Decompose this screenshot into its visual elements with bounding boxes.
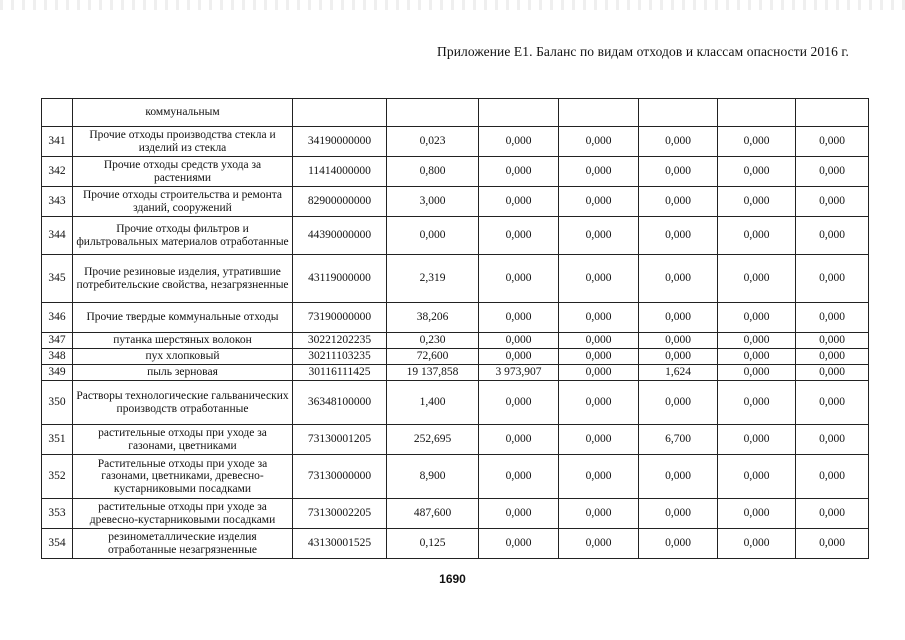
value-cell: 0,000 <box>796 217 869 255</box>
code-cell: 30211103235 <box>293 349 387 365</box>
value-cell <box>718 99 796 127</box>
waste-name-cell: Прочие отходы производства стекла и изделий из стекла <box>73 127 293 157</box>
row-number-cell: 341 <box>42 127 73 157</box>
page-title: Приложение Е1. Баланс по видам отходов и классам опасности 2016 г. <box>437 44 849 59</box>
value-cell: 0,000 <box>718 529 796 559</box>
row-number-cell: 342 <box>42 157 73 187</box>
value-cell: 0,000 <box>559 127 639 157</box>
value-cell: 0,000 <box>639 217 718 255</box>
value-cell: 0,000 <box>559 217 639 255</box>
row-number-cell: 353 <box>42 499 73 529</box>
value-cell: 0,000 <box>559 157 639 187</box>
value-cell <box>639 99 718 127</box>
value-cell: 0,000 <box>639 349 718 365</box>
value-cell: 0,000 <box>559 529 639 559</box>
value-cell: 0,000 <box>718 303 796 333</box>
value-cell: 0,023 <box>387 127 479 157</box>
value-cell: 0,000 <box>479 455 559 499</box>
code-cell: 73130000000 <box>293 455 387 499</box>
row-number-cell: 349 <box>42 365 73 381</box>
waste-name-cell: растительные отходы при уходе за древесно-кустарниковыми посадками <box>73 499 293 529</box>
value-cell: 0,000 <box>639 157 718 187</box>
value-cell <box>796 99 869 127</box>
table-row <box>42 127 869 157</box>
waste-name-cell: Прочие отходы средств ухода за растениями <box>73 157 293 187</box>
value-cell: 0,000 <box>559 349 639 365</box>
value-cell: 0,000 <box>718 499 796 529</box>
value-cell: 19 137,858 <box>387 365 479 381</box>
code-cell: 44390000000 <box>293 217 387 255</box>
table-row <box>42 187 869 217</box>
value-cell <box>559 99 639 127</box>
row-number-cell: 345 <box>42 255 73 303</box>
value-cell: 0,125 <box>387 529 479 559</box>
value-cell: 0,000 <box>479 333 559 349</box>
value-cell: 0,000 <box>718 157 796 187</box>
code-cell: 82900000000 <box>293 187 387 217</box>
value-cell: 0,000 <box>718 365 796 381</box>
table-row <box>42 217 869 255</box>
value-cell: 8,900 <box>387 455 479 499</box>
value-cell: 0,000 <box>796 365 869 381</box>
value-cell: 0,000 <box>796 425 869 455</box>
waste-name-cell: растительные отходы при уходе за газонами, цветниками <box>73 425 293 455</box>
waste-name-cell: Растительные отходы при уходе за газонами, цветниками, древесно-кустарниковыми посадками <box>73 455 293 499</box>
table-row <box>42 425 869 455</box>
value-cell: 0,000 <box>387 217 479 255</box>
value-cell: 0,800 <box>387 157 479 187</box>
value-cell: 0,000 <box>479 217 559 255</box>
table-row <box>42 333 869 349</box>
value-cell: 0,230 <box>387 333 479 349</box>
table-row <box>42 529 869 559</box>
value-cell <box>387 99 479 127</box>
value-cell: 0,000 <box>796 255 869 303</box>
value-cell: 0,000 <box>559 333 639 349</box>
value-cell: 0,000 <box>559 455 639 499</box>
value-cell: 0,000 <box>559 381 639 425</box>
value-cell: 0,000 <box>639 529 718 559</box>
scan-edge-artifact <box>0 0 905 10</box>
waste-name-cell: пух хлопковый <box>73 349 293 365</box>
value-cell: 0,000 <box>479 381 559 425</box>
value-cell: 0,000 <box>718 455 796 499</box>
row-number-cell: 343 <box>42 187 73 217</box>
value-cell: 0,000 <box>718 381 796 425</box>
code-cell: 73190000000 <box>293 303 387 333</box>
value-cell: 0,000 <box>559 255 639 303</box>
table-row <box>42 455 869 499</box>
code-cell: 73130001205 <box>293 425 387 455</box>
value-cell: 0,000 <box>479 127 559 157</box>
code-cell: 43130001525 <box>293 529 387 559</box>
value-cell: 0,000 <box>796 127 869 157</box>
value-cell: 0,000 <box>718 425 796 455</box>
value-cell: 0,000 <box>479 529 559 559</box>
row-number-cell: 352 <box>42 455 73 499</box>
value-cell: 0,000 <box>796 333 869 349</box>
table-row <box>42 499 869 529</box>
value-cell: 0,000 <box>639 333 718 349</box>
waste-name-cell: путанка шерстяных волокон <box>73 333 293 349</box>
value-cell: 0,000 <box>718 217 796 255</box>
value-cell: 0,000 <box>718 127 796 157</box>
value-cell: 0,000 <box>796 381 869 425</box>
page-number: 1690 <box>439 572 466 586</box>
waste-name-cell: Прочие отходы фильтров и фильтровальных материалов отработанные <box>73 217 293 255</box>
value-cell: 6,700 <box>639 425 718 455</box>
value-cell <box>479 99 559 127</box>
value-cell: 0,000 <box>796 303 869 333</box>
waste-name-cell: коммунальным <box>73 99 293 127</box>
value-cell: 0,000 <box>639 455 718 499</box>
code-cell: 11414000000 <box>293 157 387 187</box>
value-cell: 0,000 <box>796 529 869 559</box>
value-cell: 38,206 <box>387 303 479 333</box>
waste-name-cell: Прочие отходы строительства и ремонта зданий, сооружений <box>73 187 293 217</box>
table-row-continuation <box>42 99 869 127</box>
value-cell: 0,000 <box>796 499 869 529</box>
waste-name-cell: пыль зерновая <box>73 365 293 381</box>
value-cell: 0,000 <box>718 333 796 349</box>
row-number-cell: 348 <box>42 349 73 365</box>
value-cell: 0,000 <box>639 255 718 303</box>
table-row <box>42 349 869 365</box>
table-row <box>42 303 869 333</box>
value-cell: 0,000 <box>479 187 559 217</box>
value-cell: 3 973,907 <box>479 365 559 381</box>
value-cell: 0,000 <box>479 499 559 529</box>
value-cell: 252,695 <box>387 425 479 455</box>
value-cell: 0,000 <box>639 127 718 157</box>
value-cell: 0,000 <box>479 425 559 455</box>
value-cell: 0,000 <box>718 187 796 217</box>
row-number-cell: 350 <box>42 381 73 425</box>
code-cell: 36348100000 <box>293 381 387 425</box>
value-cell: 0,000 <box>639 187 718 217</box>
row-number-cell: 346 <box>42 303 73 333</box>
waste-name-cell: Прочие резиновые изделия, утратившие потребительские свойства, незагрязненные <box>73 255 293 303</box>
value-cell: 0,000 <box>796 187 869 217</box>
value-cell: 0,000 <box>718 349 796 365</box>
waste-balance-table <box>41 98 869 559</box>
value-cell: 0,000 <box>639 381 718 425</box>
value-cell: 0,000 <box>479 349 559 365</box>
value-cell: 0,000 <box>559 425 639 455</box>
row-number-cell: 351 <box>42 425 73 455</box>
code-cell: 43119000000 <box>293 255 387 303</box>
value-cell: 0,000 <box>559 303 639 333</box>
value-cell: 0,000 <box>639 499 718 529</box>
value-cell: 0,000 <box>639 303 718 333</box>
value-cell: 0,000 <box>796 349 869 365</box>
value-cell: 0,000 <box>479 303 559 333</box>
waste-name-cell: резинометаллические изделия отработанные незагрязненные <box>73 529 293 559</box>
value-cell: 3,000 <box>387 187 479 217</box>
value-cell: 0,000 <box>796 157 869 187</box>
code-cell <box>293 99 387 127</box>
row-number-cell: 347 <box>42 333 73 349</box>
row-number-cell: 354 <box>42 529 73 559</box>
value-cell: 2,319 <box>387 255 479 303</box>
value-cell: 1,624 <box>639 365 718 381</box>
value-cell: 0,000 <box>718 255 796 303</box>
value-cell: 0,000 <box>796 455 869 499</box>
code-cell: 73130002205 <box>293 499 387 529</box>
value-cell: 0,000 <box>559 365 639 381</box>
table-row <box>42 365 869 381</box>
value-cell: 0,000 <box>559 187 639 217</box>
value-cell: 487,600 <box>387 499 479 529</box>
row-number-cell: 344 <box>42 217 73 255</box>
table-row <box>42 255 869 303</box>
code-cell: 34190000000 <box>293 127 387 157</box>
table-row <box>42 157 869 187</box>
waste-name-cell: Растворы технологические гальванических производств отработанные <box>73 381 293 425</box>
value-cell: 72,600 <box>387 349 479 365</box>
value-cell: 0,000 <box>479 255 559 303</box>
value-cell: 1,400 <box>387 381 479 425</box>
row-number-cell <box>42 99 73 127</box>
waste-name-cell: Прочие твердые коммунальные отходы <box>73 303 293 333</box>
value-cell: 0,000 <box>479 157 559 187</box>
code-cell: 30116111425 <box>293 365 387 381</box>
table-row <box>42 381 869 425</box>
code-cell: 30221202235 <box>293 333 387 349</box>
value-cell: 0,000 <box>559 499 639 529</box>
